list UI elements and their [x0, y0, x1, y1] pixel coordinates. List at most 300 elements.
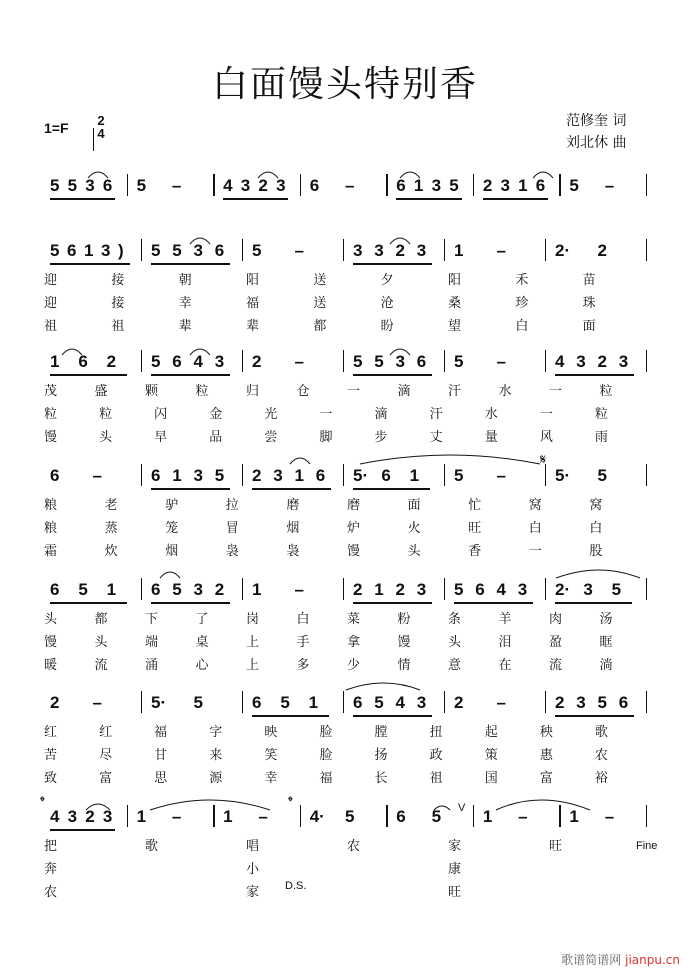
note: 4 [395, 693, 405, 712]
lyric-char: 水 [484, 407, 498, 422]
lyric-char: 辈 [178, 319, 192, 334]
note: 6 [396, 176, 406, 195]
barline [444, 578, 445, 600]
note: 3 [583, 580, 593, 599]
lyric-char: 菜 [347, 612, 361, 627]
lyric-char: 思 [154, 771, 168, 786]
note: 2 [395, 580, 405, 599]
note: 1 [50, 352, 60, 371]
note: 2· [555, 241, 571, 260]
beam-line [555, 374, 634, 376]
note: 3 [618, 352, 629, 371]
barline [213, 805, 214, 827]
note: 1 [569, 807, 579, 826]
note: 3 [240, 176, 251, 195]
beam-line [151, 263, 230, 265]
beam-line [555, 715, 634, 717]
lyric-char: 肉 [549, 612, 563, 627]
note: 5 [597, 693, 607, 712]
note: – [294, 352, 304, 371]
barline [559, 805, 560, 827]
note: 6 [214, 241, 225, 260]
lyric-char: 粮 [44, 498, 58, 513]
lyric-char: 秧 [539, 725, 553, 740]
barline [646, 691, 647, 713]
note: 5 [449, 176, 459, 195]
meter-top: 2 [97, 113, 105, 128]
note: 3 [353, 241, 363, 260]
lyric-char: 汗 [429, 407, 443, 422]
lyric-char: 磨 [286, 498, 300, 513]
note: 4 [496, 580, 506, 599]
lyric-char: 小 [246, 862, 260, 877]
lyric-char: 歌 [594, 725, 608, 740]
lyric-char: 仓 [296, 384, 310, 399]
note: 3 [193, 241, 203, 260]
lyric-char: 面 [407, 498, 421, 513]
lyric-char: 都 [313, 319, 327, 334]
note: 2 [258, 176, 268, 195]
lyric-char: 粒 [99, 407, 113, 422]
note: 4 [193, 352, 203, 371]
score-line [0, 580, 690, 680]
lyric-char: 夕 [380, 273, 394, 288]
note: 5 [353, 352, 363, 371]
lyric-char: 馒 [44, 430, 58, 445]
lyric-char: 老 [104, 498, 118, 513]
lyric-char: 桌 [195, 635, 209, 650]
lyricist-credit: 范修奎 词 [566, 113, 627, 129]
watermark [561, 951, 680, 968]
note: 6 [353, 693, 363, 712]
beam-line [151, 374, 230, 376]
svg-text:𝄌: 𝄌 [288, 794, 293, 810]
lyric-char: 汤 [599, 612, 613, 627]
lyric-char: 苦 [44, 748, 58, 763]
barline [242, 239, 243, 261]
lyric-char: 汗 [448, 384, 462, 399]
barline [127, 174, 128, 196]
note: – [294, 241, 304, 260]
lyric-char: 甘 [154, 748, 168, 763]
note: 6 [618, 693, 629, 712]
note: 5 [252, 241, 262, 260]
score-line [0, 241, 690, 341]
lyric-char: 一 [319, 407, 333, 422]
note: 5 [214, 466, 225, 485]
barline [646, 239, 647, 261]
note: 5 [280, 693, 290, 712]
lyric-char: 馒 [44, 635, 58, 650]
note: – [92, 466, 102, 485]
lyric-char: 粒 [195, 384, 209, 399]
beam-line [50, 602, 127, 604]
note: 4 [50, 807, 60, 826]
lyric-char: 福 [154, 725, 168, 740]
note: 2 [597, 352, 607, 371]
ds-mark: D.S. [285, 880, 307, 892]
note: 6 [67, 241, 77, 260]
lyric-char: 致 [44, 771, 58, 786]
lyric-char: 下 [145, 612, 159, 627]
note: 1 [454, 241, 464, 260]
note: – [345, 176, 355, 195]
lyric-char: 奔 [44, 862, 58, 877]
note: – [294, 580, 304, 599]
barline [343, 578, 344, 600]
lyric-char: 脸 [319, 725, 333, 740]
lyric-char: 归 [246, 384, 260, 399]
note: 6 [172, 352, 182, 371]
lyric-char: 情 [397, 658, 411, 673]
beam-line [396, 198, 461, 200]
lyric-char: 条 [448, 612, 462, 627]
note: 1 [308, 693, 319, 712]
barline [444, 350, 445, 372]
lyric-char: 送 [313, 296, 327, 311]
barline [141, 464, 142, 486]
lyric-char: 政 [429, 748, 443, 763]
note: 3 [276, 176, 286, 195]
lyric-char: 接 [111, 273, 125, 288]
note: 5 [193, 693, 203, 712]
note: – [171, 176, 182, 195]
note: 5· [353, 466, 369, 485]
lyric-char: 冒 [225, 521, 239, 536]
lyric-char: 面 [582, 319, 596, 334]
note: 2· [555, 580, 571, 599]
lyric-char: 膛 [374, 725, 388, 740]
lyric-char: 策 [484, 748, 498, 763]
lyric-char: 阳 [246, 273, 260, 288]
lyric-char: 心 [195, 658, 209, 673]
svg-text:𝄋: 𝄋 [540, 452, 547, 468]
svg-text:𝄌: 𝄌 [40, 794, 45, 810]
note: 5 [345, 807, 355, 826]
lyric-char: 盛 [94, 384, 108, 399]
barline [343, 464, 344, 486]
note: 6 [151, 580, 161, 599]
lyric-char: 迎 [44, 296, 58, 311]
lyric-char: 早 [154, 430, 168, 445]
note: 2 [395, 241, 405, 260]
lyric-char: 旺 [549, 839, 563, 854]
lyric-char: 接 [111, 296, 125, 311]
barline [343, 350, 344, 372]
lyric-char: 盼 [380, 319, 394, 334]
barline [242, 691, 243, 713]
note: – [496, 466, 506, 485]
lyric-char: 旺 [468, 521, 482, 536]
barline [545, 239, 546, 261]
note: 1 [518, 176, 528, 195]
lyric-char: 手 [296, 635, 310, 650]
note: 5 [454, 352, 464, 371]
note: 3 [395, 352, 405, 371]
note: 6 [475, 580, 485, 599]
note: 6 [396, 807, 406, 826]
barline [545, 464, 546, 486]
lyric-char: 辈 [246, 319, 260, 334]
lyric-char: 馒 [347, 544, 361, 559]
watermark-url: jianpu.cn [625, 953, 680, 967]
barline [646, 464, 647, 486]
note: 5 [569, 176, 579, 195]
lyric-char: 红 [99, 725, 113, 740]
lyric-char: 香 [468, 544, 482, 559]
note: 2 [252, 466, 262, 485]
barline [559, 174, 560, 196]
lyric-char: 意 [448, 658, 462, 673]
note: 2 [482, 176, 493, 195]
lyric-char: 蒸 [104, 521, 118, 536]
lyric-char: 步 [374, 430, 388, 445]
barline [444, 691, 445, 713]
note: 1 [136, 807, 147, 826]
lyric-char: 茂 [44, 384, 58, 399]
note: 5· [555, 466, 571, 485]
note: 3 [517, 580, 528, 599]
lyric-char: 一 [549, 384, 563, 399]
lyric-char: 粒 [599, 384, 613, 399]
beam-line [151, 602, 230, 604]
lyric-char: 国 [484, 771, 498, 786]
lyric-char: 在 [498, 658, 512, 673]
lyric-char: 岗 [246, 612, 260, 627]
lyric-char: 品 [209, 430, 223, 445]
lyric-char: 祖 [44, 319, 58, 334]
song-title: 白面馒头特别香 [211, 64, 478, 105]
lyric-char: 红 [44, 725, 58, 740]
beam-line [252, 715, 329, 717]
score-line [0, 807, 690, 907]
beam-line [50, 374, 127, 376]
lyric-char: 端 [145, 635, 159, 650]
lyric-char: 粒 [44, 407, 58, 422]
lyric-char: 滴 [374, 407, 388, 422]
lyric-char: 康 [448, 862, 462, 877]
note: 2 [353, 580, 363, 599]
lyric-char: 上 [246, 635, 260, 650]
barline [473, 805, 474, 827]
beam-line [50, 829, 115, 831]
lyric-char: 祖 [111, 319, 125, 334]
barline [545, 578, 546, 600]
lyric-char: 幸 [264, 771, 278, 786]
beam-line [353, 374, 432, 376]
note: 1 [413, 176, 424, 195]
note: 2 [85, 807, 95, 826]
note: 5 [454, 580, 464, 599]
lyric-char: 扬 [374, 748, 388, 763]
lyric-char: 一 [528, 544, 542, 559]
lyric-char: 农 [44, 885, 58, 900]
note: – [496, 352, 506, 371]
barline [646, 174, 647, 196]
lyric-char: 闪 [154, 407, 168, 422]
beam-line [50, 198, 115, 200]
lyric-char: 脚 [319, 430, 333, 445]
lyric-char: 窝 [528, 498, 542, 513]
beam-line [454, 602, 533, 604]
lyric-char: 忙 [468, 498, 482, 513]
lyric-char: 白 [589, 521, 603, 536]
note: – [171, 807, 182, 826]
note: 6 [535, 176, 546, 195]
lyric-char: 白 [296, 612, 310, 627]
key-signature: 1=F [44, 120, 69, 136]
note: 3 [193, 580, 203, 599]
lyric-char: 粉 [397, 612, 411, 627]
note: 6 [309, 176, 320, 195]
lyric-char: 磨 [347, 498, 361, 513]
lyric-char: 长 [374, 771, 388, 786]
lyric-char: 惠 [539, 748, 553, 763]
beam-line [483, 198, 548, 200]
lyric-char: 福 [319, 771, 333, 786]
barline [343, 691, 344, 713]
note: 4 [555, 352, 565, 371]
lyric-char: 笑 [264, 748, 278, 763]
note: 5 [67, 176, 78, 195]
lyric-char: 火 [407, 521, 421, 536]
meter-bottom: 4 [97, 126, 105, 141]
lyric-char: 尝 [264, 430, 278, 445]
barline [646, 805, 647, 827]
beam-line [353, 263, 432, 265]
barline [141, 578, 142, 600]
barline [343, 239, 344, 261]
score-line [0, 466, 690, 566]
note: 1 [294, 466, 304, 485]
note: – [496, 241, 506, 260]
lyric-char: 粮 [44, 521, 58, 536]
lyric-char: 少 [347, 658, 361, 673]
barline [242, 464, 243, 486]
lyric-char: 流 [549, 658, 563, 673]
beam-line [353, 488, 430, 490]
lyric-char: 炊 [104, 544, 118, 559]
note: 6 [252, 693, 262, 712]
note: 5 [136, 176, 147, 195]
lyric-char: 白 [528, 521, 542, 536]
note: 1 [482, 807, 493, 826]
note: 3 [576, 693, 586, 712]
lyric-char: 映 [264, 725, 278, 740]
breath-mark: V [458, 802, 466, 814]
lyric-char: 一 [347, 384, 361, 399]
lyric-char: 泪 [498, 635, 512, 650]
note: 5 [431, 807, 442, 826]
lyric-char: 粒 [594, 407, 608, 422]
note: 3 [374, 241, 384, 260]
note: 3 [576, 352, 586, 371]
score-line [0, 352, 690, 452]
lyric-char: 白 [515, 319, 529, 334]
note: 3 [214, 352, 225, 371]
note: 2 [50, 693, 60, 712]
lyric-char: 霜 [44, 544, 58, 559]
barline [646, 578, 647, 600]
lyric-char: 涌 [145, 658, 159, 673]
lyric-char: 农 [347, 839, 361, 854]
lyric-char: 水 [498, 384, 512, 399]
note: 5 [597, 466, 607, 485]
lyric-char: 脸 [319, 748, 333, 763]
lyric-char: 福 [246, 296, 260, 311]
note: 2 [106, 352, 117, 371]
lyric-char: 金 [209, 407, 223, 422]
barline [213, 174, 214, 196]
lyric-char: 颗 [145, 384, 159, 399]
lyric-char: 一 [539, 407, 553, 422]
barline [473, 174, 474, 196]
note: 1 [172, 466, 182, 485]
barline [646, 350, 647, 372]
lyric-char: 淌 [599, 658, 613, 673]
note: 6 [151, 466, 161, 485]
note: 6 [102, 176, 113, 195]
lyric-char: 馒 [397, 635, 411, 650]
lyric-char: 盈 [549, 635, 563, 650]
lyric-char: 幸 [178, 296, 192, 311]
lyric-char: 都 [94, 612, 108, 627]
lyric-char: 农 [594, 748, 608, 763]
lyric-char: 起 [484, 725, 498, 740]
lyric-char: 量 [484, 430, 498, 445]
lyric-char: 扭 [429, 725, 443, 740]
note: 3 [500, 176, 510, 195]
lyric-char: 旺 [448, 885, 462, 900]
lyric-char: 把 [44, 839, 58, 854]
note: 4 [223, 176, 233, 195]
lyric-char: 烟 [165, 544, 179, 559]
lyric-char: 头 [407, 544, 421, 559]
barline [141, 239, 142, 261]
lyric-char: 窝 [589, 498, 603, 513]
note: 5 [172, 580, 182, 599]
note: 2 [214, 580, 225, 599]
note: – [604, 176, 615, 195]
lyric-char: 眶 [599, 635, 613, 650]
lyric-char: 烟 [286, 521, 300, 536]
note: 1 [374, 580, 384, 599]
note: 3 [416, 693, 427, 712]
beam-line [555, 602, 632, 604]
beam-line [223, 198, 288, 200]
lyric-char: 上 [246, 658, 260, 673]
lyric-char: 唱 [246, 839, 260, 854]
beam-line [353, 602, 432, 604]
lyric-char: 丈 [429, 430, 443, 445]
note: 5 [50, 241, 60, 260]
barline [141, 350, 142, 372]
note: 2 [597, 241, 607, 260]
note: 3 [416, 580, 427, 599]
note: 6 [315, 466, 326, 485]
note: 5 [374, 693, 384, 712]
lyric-char: 家 [246, 885, 260, 900]
lyric-char: 尽 [99, 748, 113, 763]
beam-line [252, 488, 331, 490]
note: – [496, 693, 506, 712]
beam-line [50, 263, 130, 265]
note: 2 [454, 693, 464, 712]
note: 3 [67, 807, 78, 826]
note: – [518, 807, 528, 826]
note: 2 [555, 693, 565, 712]
lyric-char: 祖 [429, 771, 443, 786]
